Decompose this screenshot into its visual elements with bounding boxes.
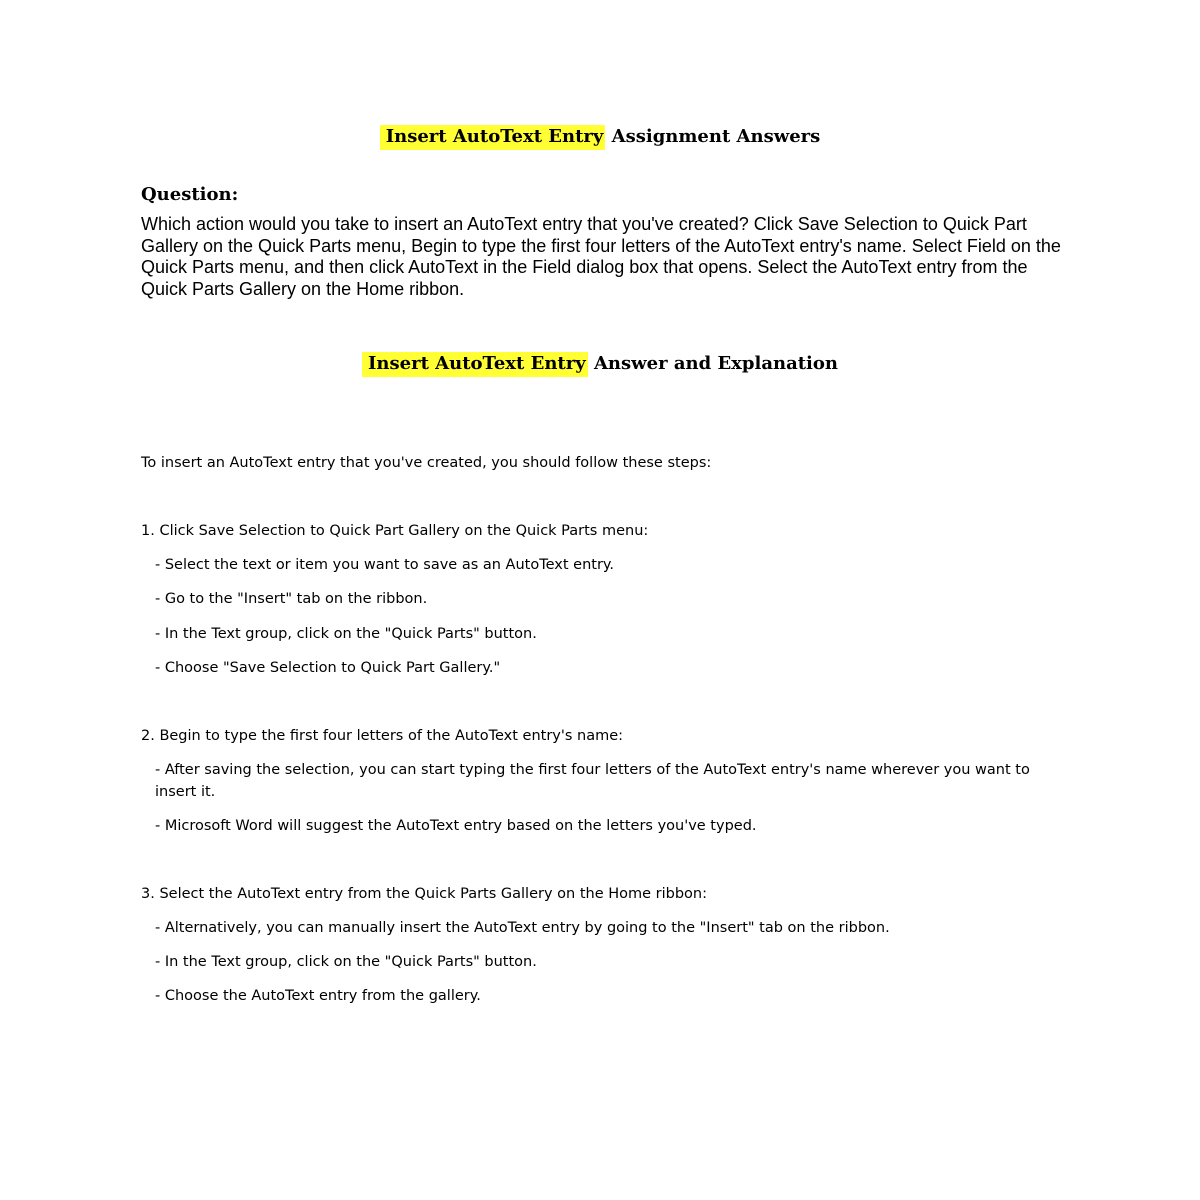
- step-bullet: - In the Text group, click on the "Quick Parts" button.: [155, 626, 537, 642]
- answer-heading: [0, 353, 1200, 374]
- step-bullet: - Select the text or item you want to save as an AutoText entry.: [155, 557, 615, 573]
- step-bullet: - Choose the AutoText entry from the gallery.: [155, 988, 481, 1004]
- title-highlight: Insert AutoText Entry: [380, 125, 606, 150]
- step-bullet: - In the Text group, click on the "Quick Parts" button.: [155, 954, 537, 970]
- step-title: 3. Select the AutoText entry from the Quick Parts Gallery on the Home ribbon:: [141, 886, 707, 902]
- question-label: Question:: [141, 184, 239, 205]
- intro-text: To insert an AutoText entry that you've created, you should follow these steps:: [141, 455, 712, 471]
- step-bullet: - Go to the "Insert" tab on the ribbon.: [155, 591, 428, 607]
- step-title: 1. Click Save Selection to Quick Part Gallery on the Quick Parts menu:: [141, 523, 649, 539]
- step-bullet: - Choose "Save Selection to Quick Part Gallery.": [155, 660, 501, 676]
- step-bullet: - Microsoft Word will suggest the AutoText entry based on the letters you've typed.: [155, 818, 757, 834]
- step-bullet: - Alternatively, you can manually insert the AutoText entry by going to the "Insert" tab on the ribbon.: [155, 920, 890, 936]
- answer-heading-rest: Answer and Explanation: [587, 353, 838, 374]
- question-text: Which action would you take to insert an AutoText entry that you've created? Click Save Selection to Quick Part Gallery on the Quick Parts menu, Begin to type the first four letters of the AutoText entry's name. Select Field on the Quick Parts menu, and then click AutoText in the Field dialog box that opens. Select the AutoText entry from the Quick Parts Gallery on the Home ribbon.: [141, 214, 1061, 299]
- title-rest: Assignment Answers: [605, 126, 821, 147]
- answer-heading-highlight: Insert AutoText Entry: [362, 352, 588, 377]
- step-title: 2. Begin to type the first four letters of the AutoText entry's name:: [141, 728, 624, 744]
- page-title: [0, 126, 1200, 147]
- step-bullet: - After saving the selection, you can start typing the first four letters of the AutoText entry's name wherever you want to insert it.: [155, 762, 1030, 800]
